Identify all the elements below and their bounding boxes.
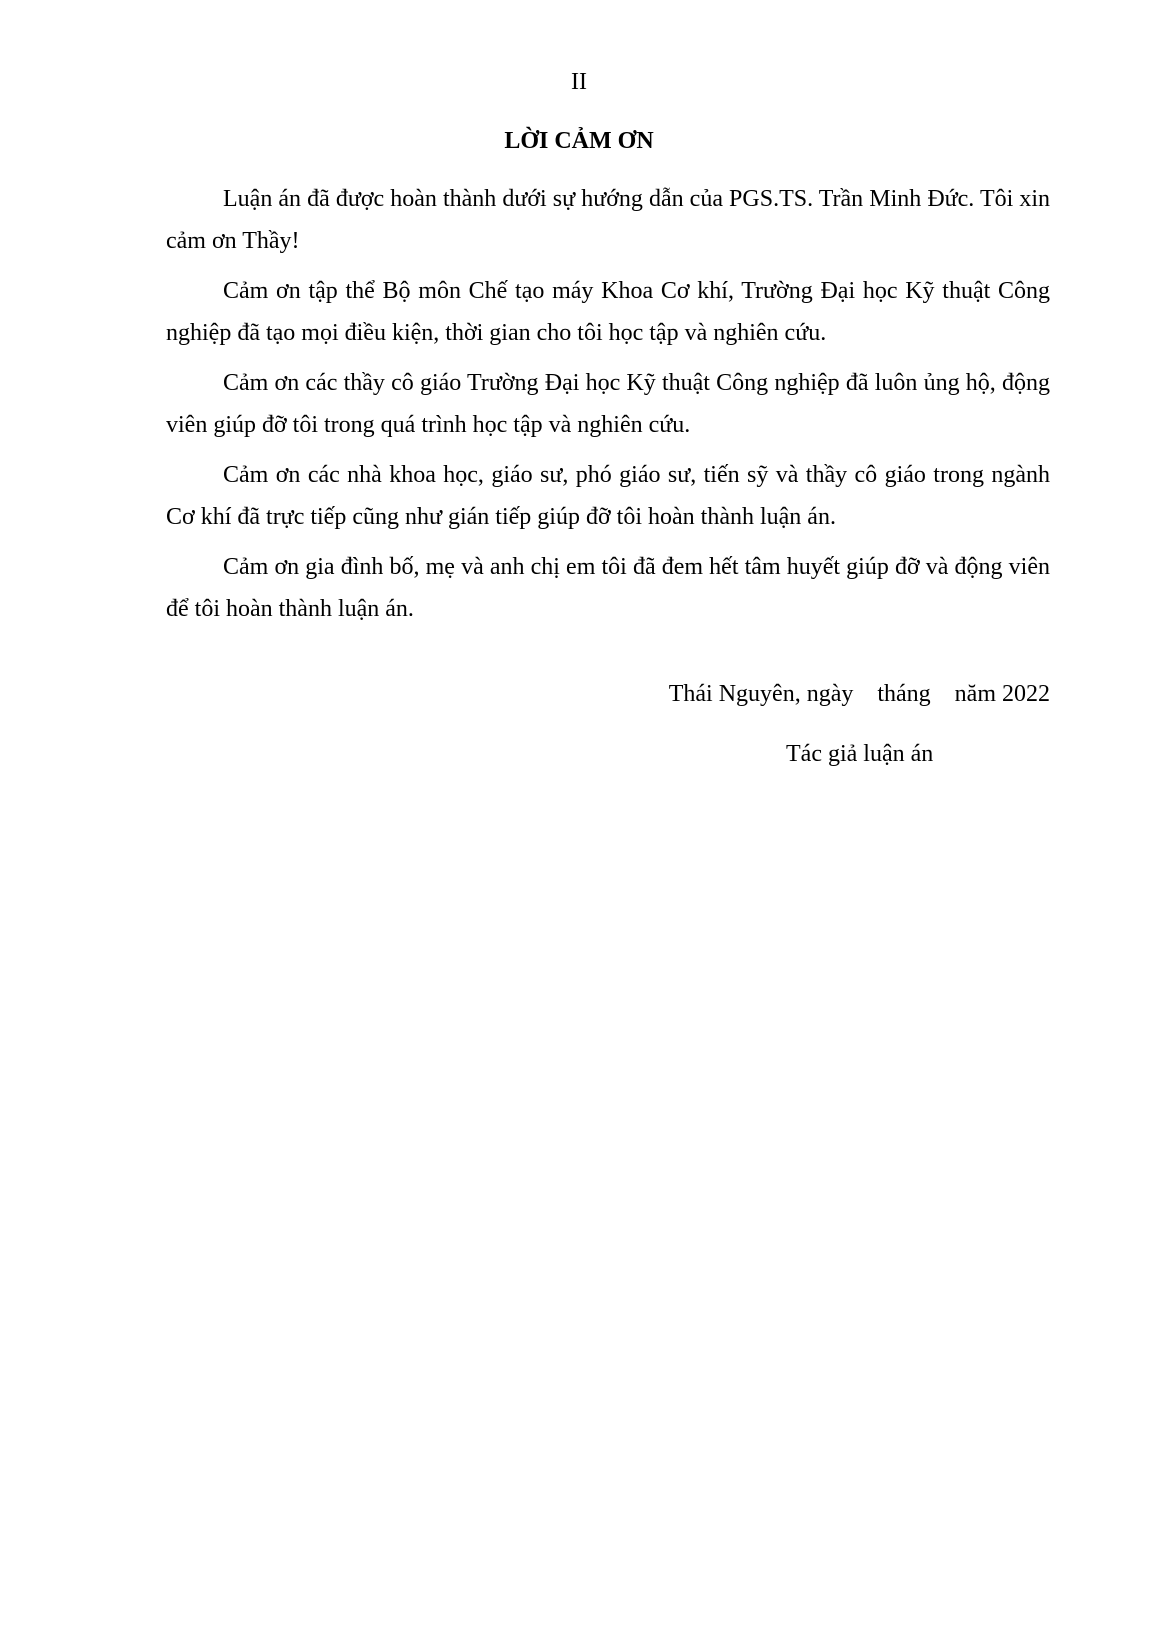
paragraph-family: Cảm ơn gia đình bố, mẹ và anh chị em tôi đã đem hết tâm huyết giúp đỡ và động viên để tôi hoàn thành luận án. [166, 554, 1050, 622]
page-title: LỜI CẢM ƠN [504, 128, 654, 154]
paragraph-scientists: Cảm ơn các nhà khoa học, giáo sư, phó giáo sư, tiến sỹ và thầy cô giáo trong ngành Cơ khí đã trực tiếp cũng như gián tiếp giúp đỡ tôi hoàn thành luận án. [166, 462, 1050, 530]
paragraph-advisor: Luận án đã được hoàn thành dưới sự hướng dẫn của PGS.TS. Trần Minh Đức. Tôi xin cảm ơn Thầy! [166, 186, 1050, 254]
place-date-line: Thái Nguyên, ngày tháng năm 2022 [668, 681, 1050, 707]
paragraph-teachers: Cảm ơn các thầy cô giáo Trường Đại học Kỹ thuật Công nghiệp đã luôn ủng hộ, động viên giúp đỡ tôi trong quá trình học tập và nghiên cứu. [166, 370, 1050, 438]
page-number: II [571, 69, 587, 95]
author-signature-label: Tác giả luận án [786, 741, 934, 767]
acknowledgement-body [166, 178, 1050, 638]
paragraph-department: Cảm ơn tập thể Bộ môn Chế tạo máy Khoa Cơ khí, Trường Đại học Kỹ thuật Công nghiệp đã tạo mọi điều kiện, thời gian cho tôi học tập và nghiên cứu. [166, 278, 1050, 346]
